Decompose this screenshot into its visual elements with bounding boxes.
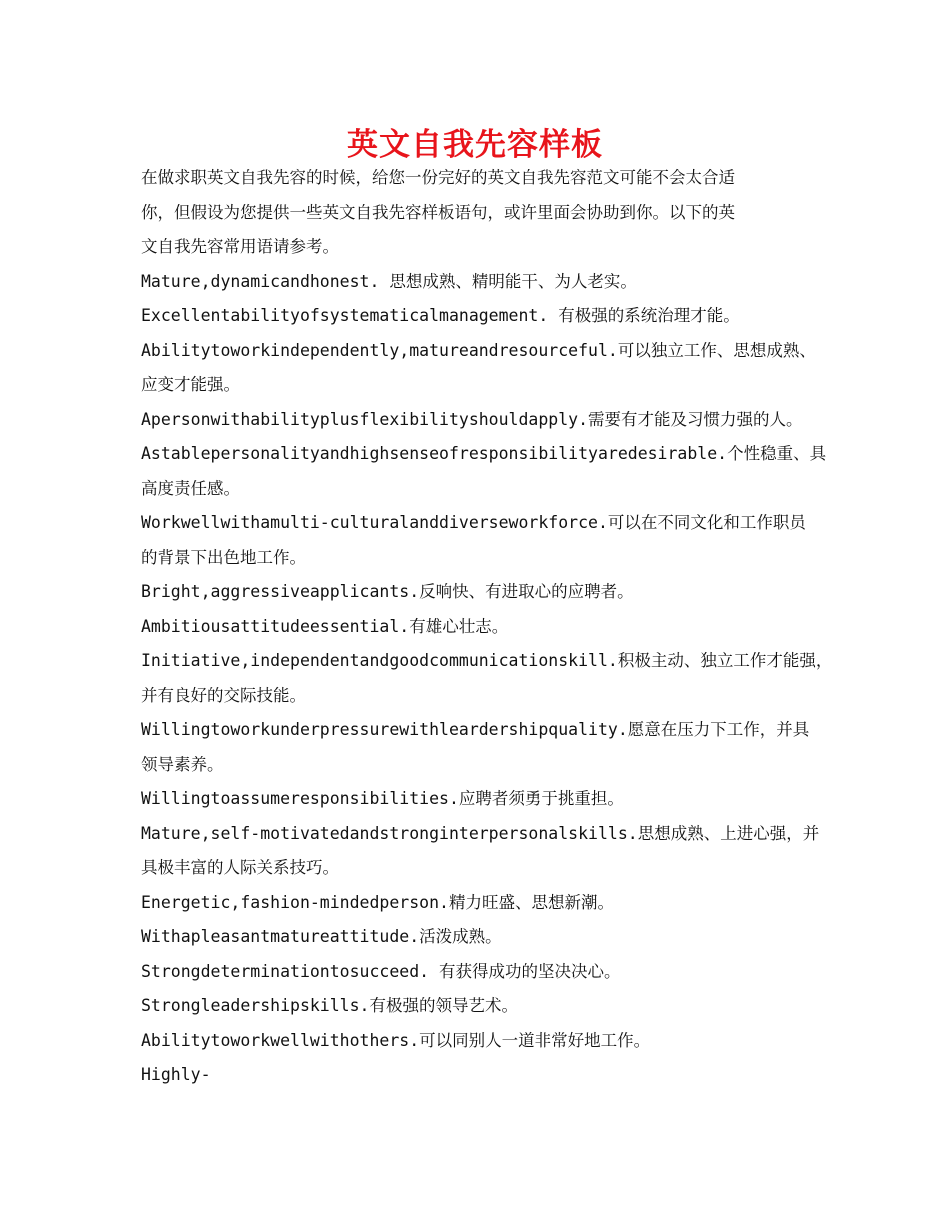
body-line: 领导素养。 [141, 754, 224, 774]
body-line: Astablepersonalityandhighsenseofresponsibilityaredesirable.个性稳重、具 [141, 444, 827, 463]
body-line: Strongleadershipskills.有极强的领导艺术。 [141, 996, 518, 1015]
body-line: 在做求职英文自我先容的时候，给您一份完好的英文自我先容范文可能不会太合适 [141, 168, 735, 187]
document-body [141, 161, 831, 1093]
body-line: Bright,aggressiveapplicants.反响快、有进取心的应聘者。 [141, 582, 634, 601]
body-line: 高度责任感。 [141, 478, 240, 498]
body-line: Willingtoworkunderpressurewithleardershipquality.愿意在压力下工作，并具 [141, 720, 810, 739]
body-line: Abilitytoworkindependently,matureandresourceful.可以独立工作、思想成熟、 [141, 340, 816, 360]
body-line: 的背景下出色地工作。 [141, 547, 306, 567]
body-line: Highly- [141, 1065, 211, 1084]
body-line: Initiative,independentandgoodcommunicationskill.积极主动、独立工作才能强， [141, 651, 833, 670]
body-line: Withapleasantmatureattitude.活泼成熟。 [141, 927, 502, 946]
body-line: Excellentabilityofsystematicalmanagement. 有极强的系统治理才能。 [141, 306, 740, 325]
body-line: Willingtoassumeresponsibilities.应聘者须勇于挑重担。 [141, 789, 624, 808]
body-line: Mature,self-motivatedandstronginterpersonalskills.思想成熟、上进心强，并 [141, 823, 820, 843]
body-line: Strongdeterminationtosucceed. 有获得成功的坚决决心。 [141, 961, 621, 981]
body-line: 文自我先容常用语请参考。 [141, 237, 339, 256]
body-line: Abilitytoworkwellwithothers.可以同别人一道非常好地工作。 [141, 1030, 651, 1050]
body-line: Workwellwithamulti-culturalanddiverseworkforce.可以在不同文化和工作职员 [141, 513, 806, 532]
body-line: 并有良好的交际技能。 [141, 685, 306, 705]
body-line: Mature,dynamicandhonest. 思想成熟、精明能干、为人老实。 [141, 271, 637, 291]
body-line: 应变才能强。 [141, 375, 240, 394]
document-title: 英文自我先容样板 [347, 127, 603, 163]
body-line: 具极丰富的人际关系技巧。 [141, 858, 339, 877]
body-line: Energetic,fashion-mindedperson.精力旺盛、思想新潮。 [141, 892, 614, 912]
body-line: 你，但假设为您提供一些英文自我先容样板语句，或许里面会协助到你。以下的英 [141, 202, 735, 222]
body-line: Ambitiousattitudeessential.有雄心壮志。 [141, 616, 509, 636]
body-line: Apersonwithabilityplusflexibilityshouldapply.需要有才能及习惯力强的人。 [141, 409, 803, 429]
